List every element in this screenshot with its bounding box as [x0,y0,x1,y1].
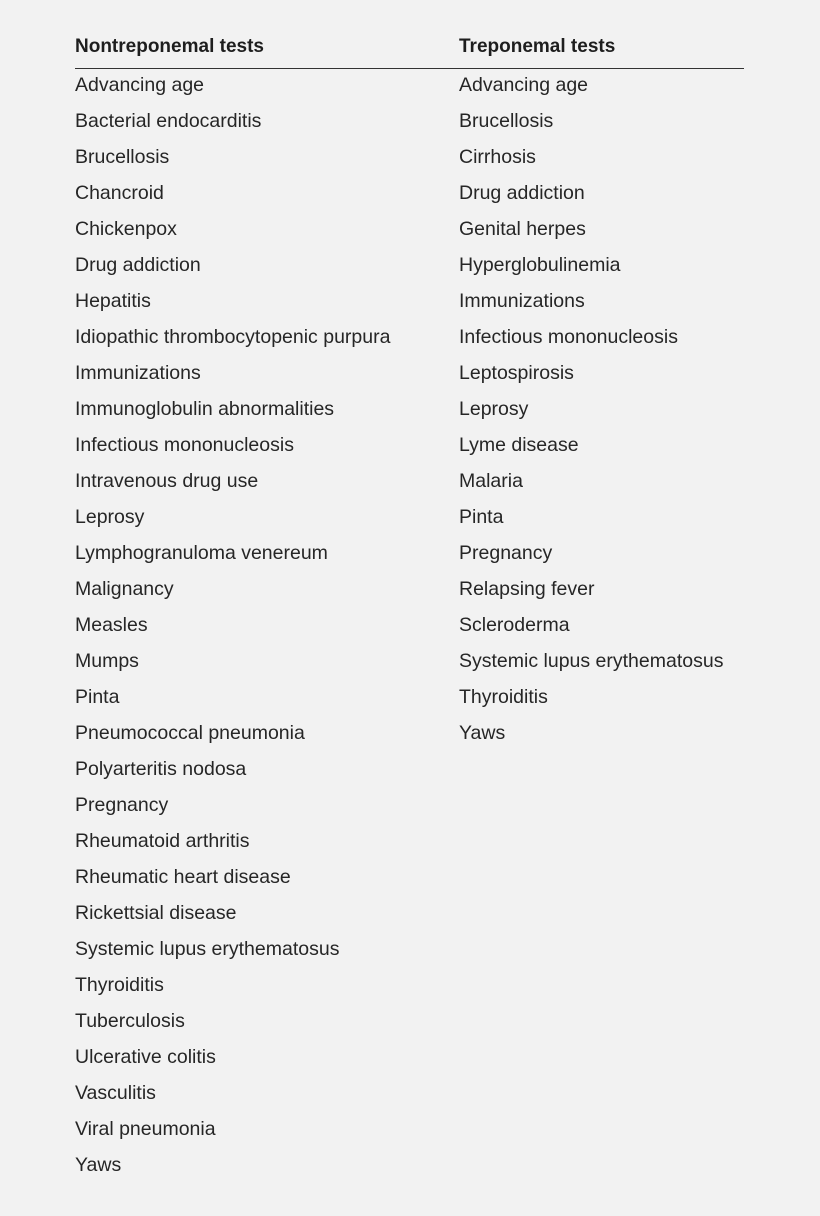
list-item-nontreponemal: Malignancy [75,578,174,600]
list-item-treponemal: Thyroiditis [459,686,548,708]
list-item-nontreponemal: Rheumatic heart disease [75,866,291,888]
list-item-treponemal: Pregnancy [459,542,553,564]
nontreponemal-list [75,69,390,1183]
list-item-nontreponemal: Intravenous drug use [75,470,259,492]
list-item-nontreponemal: Pneumococcal pneumonia [75,722,305,744]
list-item-nontreponemal: Idiopathic thrombocytopenic purpura [75,326,391,348]
list-item-nontreponemal: Rickettsial disease [75,902,237,924]
list-item-nontreponemal: Systemic lupus erythematosus [75,938,340,960]
list-item-treponemal: Drug addiction [459,182,585,204]
list-item-nontreponemal: Measles [75,614,148,636]
list-item-treponemal: Lyme disease [459,434,579,456]
list-item-treponemal: Immunizations [459,290,585,312]
list-item-treponemal: Systemic lupus erythematosus [459,650,724,672]
list-item-treponemal: Infectious mononucleosis [459,326,678,348]
list-item-nontreponemal: Brucellosis [75,146,170,168]
list-item-nontreponemal: Tuberculosis [75,1010,185,1032]
list-item-nontreponemal: Mumps [75,650,139,672]
list-item-nontreponemal: Advancing age [75,74,205,96]
list-item-nontreponemal: Rheumatoid arthritis [75,830,250,852]
list-item-treponemal: Brucellosis [459,110,554,132]
list-item-nontreponemal: Pregnancy [75,794,169,816]
list-item-treponemal: Leprosy [459,398,529,420]
list-item-treponemal: Cirrhosis [459,146,536,168]
list-item-nontreponemal: Vasculitis [75,1082,156,1104]
list-item-nontreponemal: Drug addiction [75,254,201,276]
list-item-nontreponemal: Thyroiditis [75,974,164,996]
list-item-nontreponemal: Pinta [75,686,120,708]
treponemal-header: Treponemal tests [459,36,616,57]
nontreponemal-header: Nontreponemal tests [75,36,264,57]
list-item-nontreponemal: Infectious mononucleosis [75,434,294,456]
conditions-table [75,34,744,1176]
list-item-treponemal: Pinta [459,506,504,528]
list-item-treponemal: Leptospirosis [459,362,574,384]
table-header [75,34,744,69]
list-item-nontreponemal: Viral pneumonia [75,1118,216,1140]
list-item-nontreponemal: Chickenpox [75,218,177,240]
list-item-treponemal: Yaws [459,722,506,744]
list-item-treponemal: Genital herpes [459,218,586,240]
list-item-nontreponemal: Chancroid [75,182,164,204]
list-item-treponemal: Malaria [459,470,523,492]
list-item-nontreponemal: Immunizations [75,362,201,384]
list-item-nontreponemal: Yaws [75,1154,122,1176]
list-item-nontreponemal: Ulcerative colitis [75,1046,216,1068]
list-item-nontreponemal: Immunoglobulin abnormalities [75,398,335,420]
list-item-nontreponemal: Leprosy [75,506,145,528]
list-item-treponemal: Hyperglobulinemia [459,254,621,276]
list-item-treponemal: Advancing age [459,74,589,96]
list-item-nontreponemal: Polyarteritis nodosa [75,758,247,780]
list-item-nontreponemal: Hepatitis [75,290,151,312]
list-item-treponemal: Relapsing fever [459,578,595,600]
treponemal-list [459,69,723,751]
list-item-treponemal: Scleroderma [459,614,570,636]
list-item-nontreponemal: Lymphogranuloma venereum [75,542,328,564]
list-item-nontreponemal: Bacterial endocarditis [75,110,262,132]
